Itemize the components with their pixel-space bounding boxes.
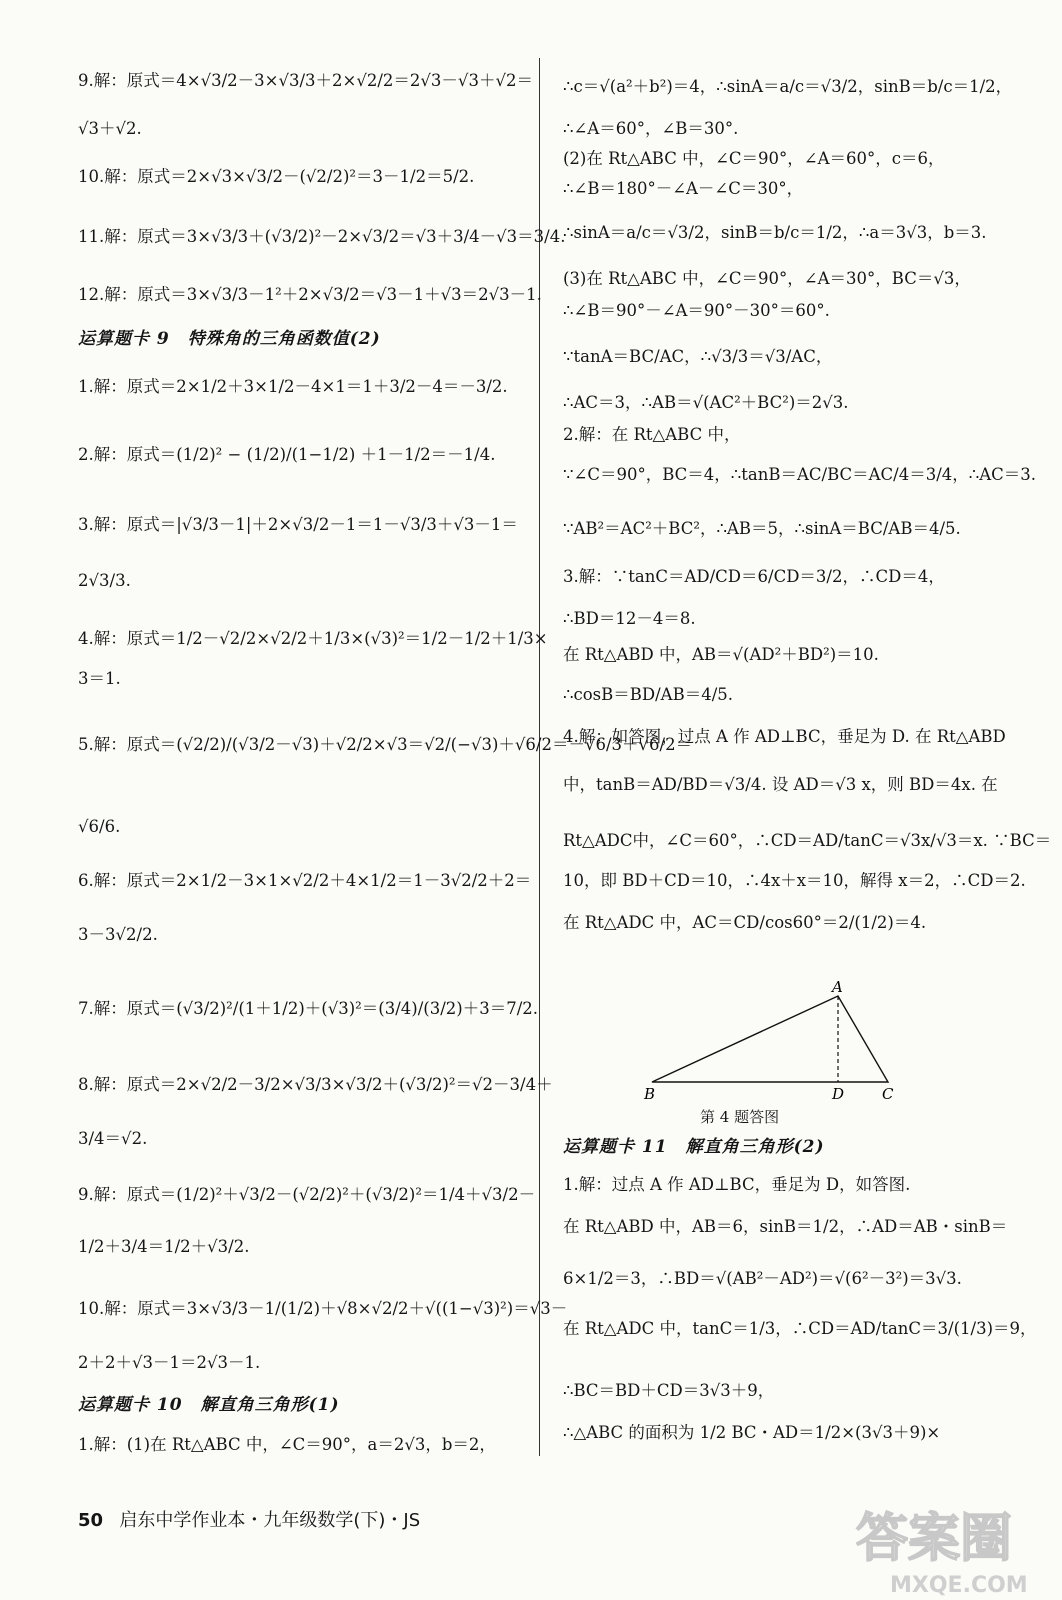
section-heading: 运算题卡 11 解直角三角形(2) — [563, 1137, 825, 1157]
solution-line: 2.解：原式＝(1/2)² − (1/2)/(1−1/2) ＋1－1/2＝－1/4. — [78, 445, 496, 464]
vertex-a-label: A — [832, 978, 843, 996]
solution-line: 1.解：原式＝2×1/2＋3×1/2－4×1＝1＋3/2－4＝－3/2. — [78, 377, 508, 396]
solution-line: 9.解：原式＝(1/2)²＋√3/2－(√2/2)²＋(√3/2)²＝1/4＋√3/2－ — [78, 1185, 536, 1204]
solution-line: ∴BD＝12－4＝8. — [563, 609, 696, 628]
solution-line: ∴BC＝BD＋CD＝3√3＋9， — [563, 1381, 775, 1400]
solution-line: 在 Rt△ABD 中，AB＝6，sinB＝1/2，∴AD＝AB・sinB＝ — [563, 1217, 1008, 1236]
solution-line: 9.解：原式＝4×√3/2－3×√3/3＋2×√2/2＝2√3－√3＋√2＝ — [78, 71, 533, 90]
solution-line: 11.解：原式＝3×√3/3＋(√3/2)²－2×√3/2＝√3＋3/4－√3＝3/4. — [78, 227, 566, 246]
vertex-d-label: D — [832, 1085, 845, 1103]
solution-line: 7.解：原式＝(√3/2)²/(1＋1/2)＋(√3)²＝(3/4)/(3/2)＋3＝7/2. — [78, 999, 539, 1018]
solution-line: ∵AB²＝AC²＋BC²，∴AB＝5，∴sinA＝BC/AB＝4/5. — [563, 519, 961, 538]
solution-line: 4.解：如答图，过点 A 作 AD⊥BC，垂足为 D. 在 Rt△ABD — [563, 727, 1006, 746]
solution-line: Rt△ADC中，∠C＝60°，∴CD＝AD/tanC＝√3x/√3＝x. ∵BC＝ — [563, 831, 1052, 850]
solution-line: 1.解：过点 A 作 AD⊥BC，垂足为 D，如答图. — [563, 1175, 911, 1194]
solution-line: 3＝1. — [78, 669, 121, 688]
solution-line: 3/4＝√2. — [78, 1129, 148, 1148]
solution-line: (2)在 Rt△ABC 中，∠C＝90°，∠A＝60°，c＝6， — [563, 149, 945, 168]
solution-line: ∵∠C＝90°，BC＝4，∴tanB＝AC/BC＝AC/4＝3/4，∴AC＝3. — [563, 465, 1037, 484]
solution-line: 10，即 BD＋CD＝10，∴4x＋x＝10，解得 x＝2，∴CD＝2. — [563, 871, 1026, 890]
book-title: 启东中学作业本・九年级数学(下)・JS — [119, 1510, 421, 1531]
solution-line: 8.解：原式＝2×√2/2－3/2×√3/3×√3/2＋(√3/2)²＝√2－3/4＋ — [78, 1075, 553, 1094]
solution-line: 10.解：原式＝2×√3×√3/2－(√2/2)²＝3－1/2＝5/2. — [78, 167, 475, 186]
column-divider — [539, 58, 540, 1456]
section-heading: 运算题卡 10 解直角三角形(1) — [78, 1395, 340, 1415]
section-heading: 运算题卡 9 特殊角的三角函数值(2) — [78, 329, 381, 349]
page-footer — [78, 1506, 420, 1532]
solution-line: √3＋√2. — [78, 119, 142, 138]
solution-line: 3.解：原式＝|√3/3－1|＋2×√3/2－1＝1－√3/3＋√3－1＝ — [78, 515, 518, 534]
solution-line: ∵tanA＝BC/AC，∴√3/3＝√3/AC， — [563, 347, 833, 366]
page-number: 50 — [78, 1510, 104, 1531]
solution-line: ∴sinA＝a/c＝√3/2，sinB＝b/c＝1/2，∴a＝3√3，b＝3. — [563, 223, 987, 242]
solution-line: 3.解：∵tanC＝AD/CD＝6/CD＝3/2，∴CD＝4， — [563, 567, 945, 586]
solution-line: ∴c＝√(a²＋b²)＝4，∴sinA＝a/c＝√3/2，sinB＝b/c＝1/2， — [563, 77, 1013, 96]
solution-line: ∴∠A＝60°，∠B＝30°. — [563, 119, 739, 138]
vertex-c-label: C — [882, 1085, 894, 1103]
watermark-url: MXQE.COM — [890, 1573, 1028, 1598]
solution-line: 2√3/3. — [78, 571, 131, 590]
solution-line: ∴cosB＝BD/AB＝4/5. — [563, 685, 734, 704]
figure-caption: 第 4 题答图 — [700, 1108, 780, 1126]
solution-line: 中，tanB＝AD/BD＝√3/4. 设 AD＝√3 x，则 BD＝4x. 在 — [563, 775, 998, 794]
solution-line: (3)在 Rt△ABC 中，∠C＝90°，∠A＝30°，BC＝√3， — [563, 269, 971, 288]
vertex-b-label: B — [644, 1085, 656, 1103]
solution-line: ∴AC＝3，∴AB＝√(AC²＋BC²)＝2√3. — [563, 393, 849, 412]
solution-line: 在 Rt△ABD 中，AB＝√(AD²＋BD²)＝10. — [563, 645, 879, 664]
solution-line: 在 Rt△ADC 中，AC＝CD/cos60°＝2/(1/2)＝4. — [563, 913, 927, 932]
solution-line: 1.解：(1)在 Rt△ABC 中，∠C＝90°，a＝2√3，b＝2， — [78, 1435, 496, 1454]
solution-line: 10.解：原式＝3×√3/3－1/(1/2)＋√8×√2/2＋√((1−√3)²)＝√3－ — [78, 1299, 568, 1318]
solution-line: 4.解：原式＝1/2－√2/2×√2/2＋1/3×(√3)²＝1/2－1/2＋1/3× — [78, 629, 548, 648]
solution-line: 1/2＋3/4＝1/2＋√3/2. — [78, 1237, 250, 1256]
solution-line: ∴∠B＝180°－∠A－∠C＝30°， — [563, 179, 804, 198]
solution-line: 6.解：原式＝2×1/2－3×1×√2/2＋4×1/2＝1－3√2/2＋2＝ — [78, 871, 532, 890]
triangle-diagram — [640, 978, 900, 1118]
solution-line: 12.解：原式＝3×√3/3－1²＋2×√3/2＝√3－1＋√3＝2√3－1. — [78, 285, 542, 304]
solution-line: 在 Rt△ADC 中，tanC＝1/3，∴CD＝AD/tanC＝3/(1/3)＝9， — [563, 1319, 1037, 1338]
solution-line: √6/6. — [78, 817, 121, 836]
solution-line: 2.解：在 Rt△ABC 中， — [563, 425, 741, 444]
solution-line: 5.解：原式＝(√2/2)/(√3/2－√3)＋√2/2×√3＝√2/(−√3)＋√6/2＝－√6/3＋√6/2＝ — [78, 735, 693, 754]
solution-line: 3－3√2/2. — [78, 925, 158, 944]
solution-line: 6×1/2＝3，∴BD＝√(AB²－AD²)＝√(6²－3²)＝3√3. — [563, 1269, 962, 1288]
solution-line: ∴∠B＝90°－∠A＝90°－30°＝60°. — [563, 301, 830, 320]
solution-line: 2＋2＋√3－1＝2√3－1. — [78, 1353, 261, 1372]
watermark-logo — [850, 1500, 1060, 1600]
solution-line: ∴△ABC 的面积为 1/2 BC・AD＝1/2×(3√3＋9)× — [563, 1423, 941, 1442]
watermark-text: 答案圈 — [856, 1509, 1013, 1569]
